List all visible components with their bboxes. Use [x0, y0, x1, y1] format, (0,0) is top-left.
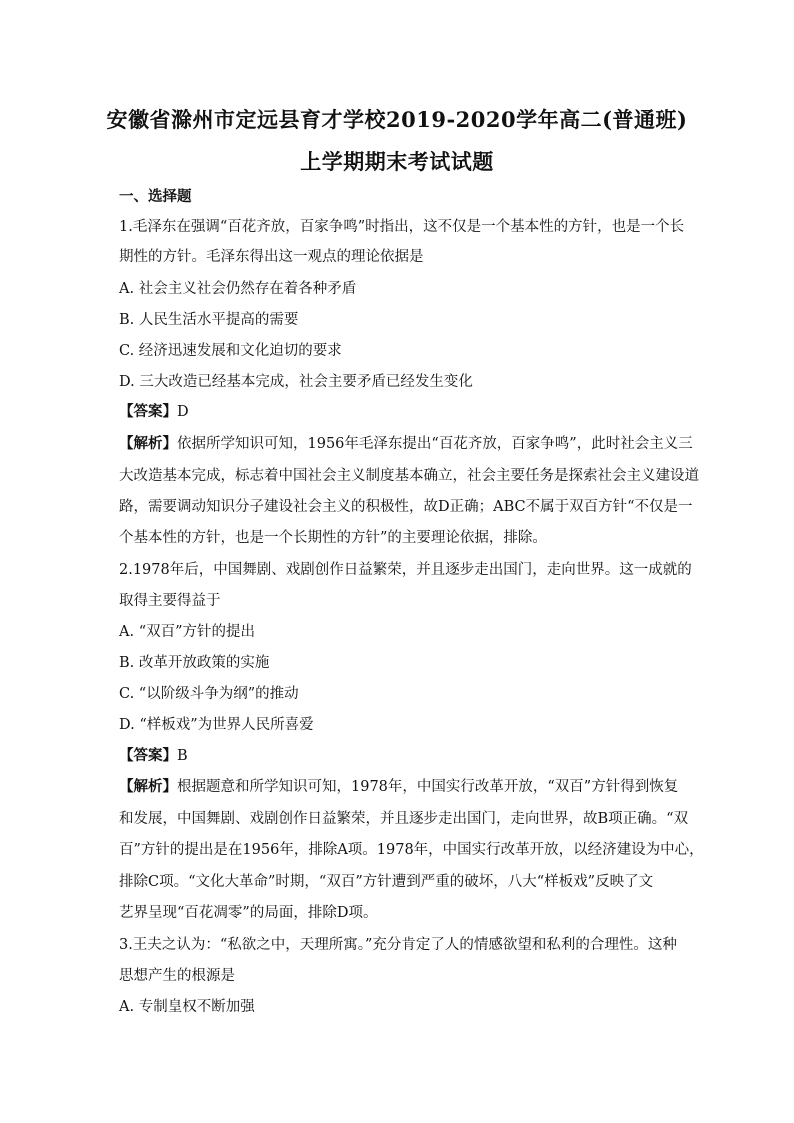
document-title-line-2: 上学期期末考试试题	[300, 149, 494, 174]
answer-value: D	[177, 404, 189, 420]
q2-explanation-line-3: 百”方针的提出是在1956年，排除A项。1978年，中国实行改革开放，以经济建设为中心，	[119, 842, 704, 858]
q3-option-a: A. 专制皇权不断加强	[119, 999, 255, 1015]
q1-option-a: A. 社会主义社会仍然存在着各种矛盾	[119, 281, 357, 297]
q2-answer	[119, 746, 188, 766]
q2-option-c: C. “以阶级斗争为纲”的推动	[119, 686, 299, 702]
q2-stem-line-2: 取得主要得益于	[119, 593, 221, 609]
answer-label: 【答案】	[119, 747, 177, 764]
q1-explanation-line-2: 大改造基本完成，标志着中国社会主义制度基本确立，社会主要任务是探索社会主义建设道	[119, 468, 699, 484]
answer-label: 【答案】	[119, 403, 177, 420]
q1-option-c: C. 经济迅速发展和文化迫切的要求	[119, 343, 342, 359]
q1-stem-line-1: 1.毛泽东在强调“百花齐放，百家争鸣”时指出，这不仅是一个基本性的方针，也是一个长	[119, 219, 685, 235]
q2-explanation-line-4: 排除C项。“文化大革命”时期，“双百”方针遭到严重的破坏，八大“样板戏”反映了文	[119, 874, 654, 890]
q1-explanation-line-3: 路，需要调动知识分子建设社会主义的积极性，故D正确；ABC不属于双百方针“不仅是一	[119, 499, 693, 515]
q1-explanation-line-4: 个基本性的方针，也是一个长期性的方针”的主要理论依据，排除。	[119, 530, 547, 546]
explanation-text: 依据所学知识可知，1956年毛泽东提出“百花齐放，百家争鸣”，此时社会主义三	[177, 436, 693, 452]
section-heading: 一、选择题	[119, 188, 192, 205]
q1-answer	[119, 402, 189, 422]
q2-stem-line-1: 2.1978年后，中国舞剧、戏剧创作日益繁荣，并且逐步走出国门，走向世界。这一成就的	[119, 562, 692, 578]
explanation-text: 根据题意和所学知识可知，1978年，中国实行改革开放，“双百”方针得到恢复	[177, 779, 679, 795]
q1-explanation-line-1	[119, 434, 693, 454]
q3-stem-line-1: 3.王夫之认为：“私欲之中，天理所寓。”充分肯定了人的情感欲望和私利的合理性。这种	[119, 937, 677, 953]
document-title-line-1: 安徽省滁州市定远县育才学校2019-2020学年高二(普通班)	[106, 107, 688, 132]
q1-option-b: B. 人民生活水平提高的需要	[119, 312, 299, 328]
explanation-label: 【解析】	[119, 778, 177, 795]
q1-option-d: D. 三大改造已经基本完成，社会主要矛盾已经发生变化	[119, 374, 473, 390]
q2-option-d: D. “样板戏”为世界人民所喜爱	[119, 717, 314, 733]
explanation-label: 【解析】	[119, 435, 177, 452]
answer-value: B	[177, 748, 188, 764]
q2-option-b: B. 改革开放政策的实施	[119, 655, 270, 671]
q2-option-a: A. “双百”方针的提出	[119, 624, 256, 640]
q2-explanation-line-2: 和发展，中国舞剧、戏剧创作日益繁荣，并且逐步走出国门，走向世界，故B项正确。“双	[119, 811, 689, 827]
q2-explanation-line-1	[119, 777, 678, 797]
q1-stem-line-2: 期性的方针。毛泽东得出这一观点的理论依据是	[119, 249, 424, 265]
q3-stem-line-2: 思想产生的根源是	[119, 968, 235, 984]
q2-explanation-line-5: 艺界呈现“百花凋零”的局面，排除D项。	[119, 905, 378, 921]
